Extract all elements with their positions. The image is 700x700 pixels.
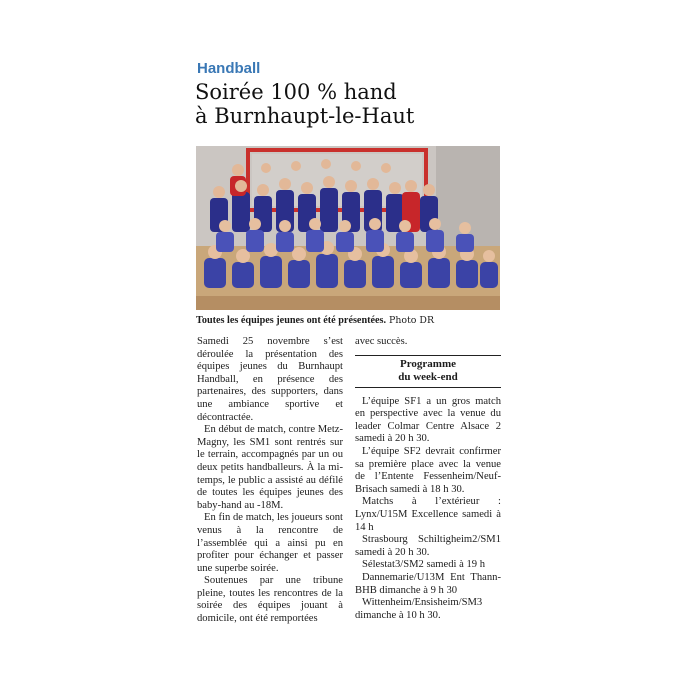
caption-text: Toutes les équipes jeunes ont été présentées.	[196, 315, 387, 326]
paragraph: Sélestat3/SM2 samedi à 19 h	[362, 559, 485, 571]
column-2	[355, 336, 501, 622]
paragraph: En fin de match, les joueurs sont venus à la rencontre de l’assemblée qui a ainsi pu en profiter pour échanger et passer une superbe soirée.	[197, 512, 343, 574]
paragraph: Wittenheim/Ensisheim/SM3 dimanche à 10 h 30.	[355, 597, 483, 621]
paragraph-continuation: avec succès.	[355, 336, 408, 347]
program-heading	[355, 355, 501, 388]
paragraph: Samedi 25 novembre s’est déroulée la présentation des équipes jeunes du Burnhaupt Handball, en présence des partenaires, des supporters, dans une ambiance sportive et décontractée.	[197, 336, 343, 423]
paragraph: En début de match, contre Metz-Magny, les SM1 sont rentrés sur le terrain, accompagnés par un ou deux petits handballeurs. À la mi-temps, le public a assisté au défilé de toutes les équipes jeunes des baby-hand au -18M.	[197, 424, 343, 511]
section-rubric: Handball	[197, 60, 261, 77]
photo-credit: Photo DR	[389, 315, 435, 326]
headline-line-1: Soirée 100 % hand	[195, 80, 397, 104]
photo-caption	[196, 315, 506, 327]
headline	[195, 80, 515, 128]
headline-line-2: à Burnhaupt-le-Haut	[195, 104, 415, 128]
paragraph: Strasbourg Schiltigheim2/SM1 samedi à 20 h 30.	[355, 534, 501, 558]
paragraph: Dannemarie/U13M Ent Thann-BHB dimanche à 9 h 30	[355, 571, 501, 596]
program-title-line-2: du week-end	[398, 370, 458, 383]
paragraph: L’équipe SF1 a un gros match en perspective avec la venue du leader Colmar Centre Alsace 2 samedi à 20 h 30.	[355, 395, 501, 445]
program-title-line-1: Programme	[400, 357, 456, 370]
team-photo	[196, 146, 500, 310]
column-1	[197, 336, 343, 626]
paragraph: Soutenues par une tribune pleine, toutes les rencontres de la soirée des équipes jouant à domicile, ont été remportées	[197, 575, 343, 625]
paragraph: L’équipe SF2 devrait confirmer sa première place avec la venue de l’Entente Fessenheim/Neuf-Brisach samedi à 18 h 30.	[355, 445, 501, 495]
paragraph: Matchs à l’extérieur : Lynx/U15M Excellence samedi à 14 h	[355, 496, 501, 533]
